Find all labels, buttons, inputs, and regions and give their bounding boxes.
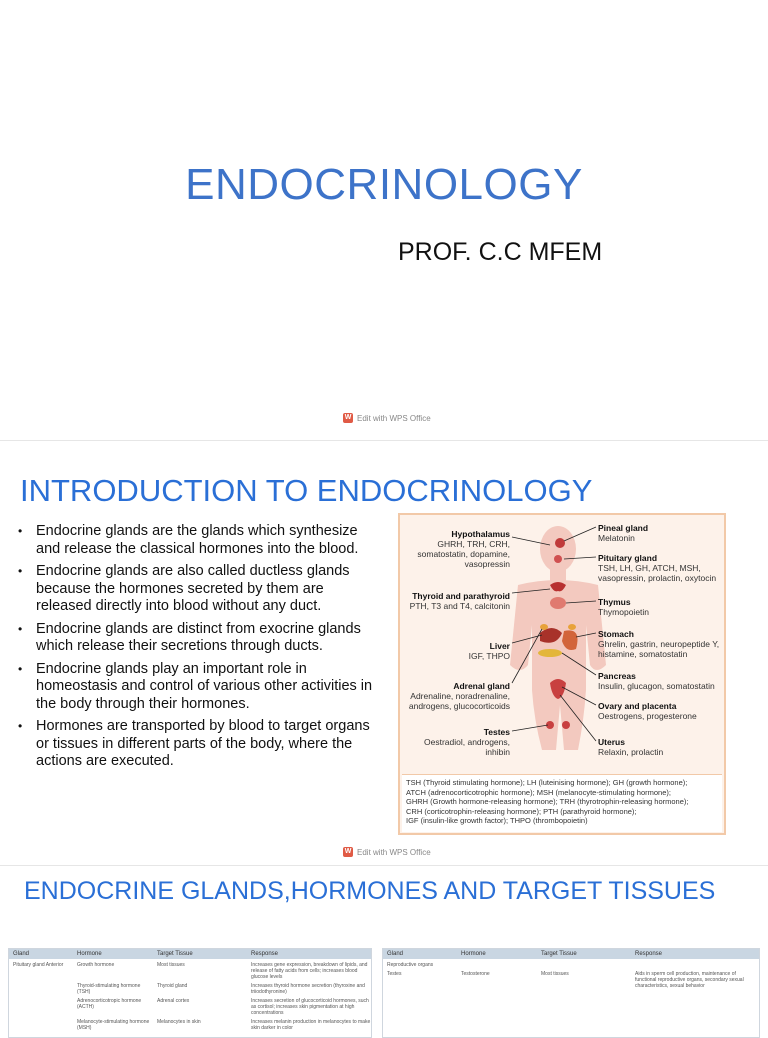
bullet-item: • Endocrine glands are the glands which synthesize and release the classical hormones into the blood.: [18, 523, 378, 558]
title-slide: [0, 0, 768, 440]
label-pancreas: Pancreas Insulin, glucagon, somatostatin: [598, 671, 715, 691]
author-name: PROF. C.C MFEM: [398, 238, 603, 266]
abbreviation-legend: [402, 774, 722, 832]
hormone-table-left: [8, 948, 372, 1038]
label-ovary: Ovary and placenta Oestrogens, progesterone: [598, 701, 697, 721]
label-hypothalamus: Hypothalamus GHRH, TRH, CRH, somatostatin, dopamine, vasopressin: [417, 529, 510, 569]
label-liver: Liver IGF, THPO: [468, 641, 510, 661]
table-header: Gland Hormone Target Tissue Response: [9, 949, 371, 959]
slide-title: ENDOCRINOLOGY: [185, 160, 583, 209]
label-thyroid: Thyroid and parathyroid PTH, T3 and T4, calcitonin: [409, 591, 510, 611]
table-row: Reproductive organs: [387, 962, 434, 968]
endocrine-glands-diagram: [398, 513, 726, 835]
legend-line: ATCH (adrenocorticotrophic hormone); MSH (melanocyte-stimulating hormone);: [406, 787, 671, 797]
introduction-slide: [0, 440, 768, 866]
label-testes: Testes Oestradiol, androgens, inhibin: [424, 727, 510, 757]
wps-watermark-text: Edit with WPS Office: [357, 413, 431, 423]
label-pineal: Pineal gland Melatonin: [598, 523, 649, 543]
table-row: Adrenocorticotropic hormone (ACTH) Adrenal cortex Increases secretion of glucocorticoid hormones, such as cortisol; increases skin pigmentation at high concentrations: [77, 998, 369, 1016]
label-thymus: Thymus Thymopoietin: [598, 597, 650, 617]
glands-hormones-slide: [0, 865, 768, 1031]
legend-line: GHRH (Growth hormone-releasing hormone); TRH (thyrotrophin-releasing hormone);: [406, 797, 689, 806]
legend-line: IGF (insulin-like growth factor); THPO (thrombopoietin): [406, 816, 588, 825]
table-row: Testes Testosterone Most tissues Aids in sperm cell production, maintenance of functional reproductive organs, secondary sexual characteristics, sexual behavior: [387, 971, 744, 989]
table-row: Melanocyte-stimulating hormone (MSH) Melanocytes in skin Increases melanin production in melanocytes to make skin darker in color: [77, 1019, 371, 1031]
table-row: Thyroid-stimulating hormone (TSH) Thyroid gland Increases thyroid hormone secretion (thyroxine and triiodothyronine): [77, 983, 365, 995]
bullet-item: • Hormones are transported by blood to target organs or tissues in different parts of the body, where the actions are executed.: [18, 718, 378, 771]
hormone-table-right: [382, 948, 760, 1038]
table-row: Pituitary gland Anterior Growth hormone Most tissues Increases gene expression, breakdown of lipids, and release of fatty acids from cells; increases blood glucose levels: [13, 962, 368, 980]
wps-logo-icon: W: [344, 414, 352, 421]
label-uterus: Uterus Relaxin, prolactin: [598, 737, 664, 757]
wps-watermark-text: Edit with WPS Office: [357, 847, 431, 857]
bullet-list: [18, 523, 378, 776]
table-header: Gland Hormone Target Tissue Response: [383, 949, 759, 959]
label-stomach: Stomach Ghrelin, gastrin, neuropeptide Y, histamine, somatostatin: [598, 629, 720, 659]
label-pituitary: Pituitary gland TSH, LH, GH, ATCH, MSH, vasopressin, prolactin, oxytocin: [598, 553, 717, 583]
bullet-item: • Endocrine glands play an important role in homeostasis and control of various other activities in the body through their hormones.: [18, 661, 378, 714]
legend-line: TSH (Thyroid stimulating hormone); LH (luteinising hormone); GH (growth hormone);: [406, 778, 688, 787]
legend-line: CRH (corticotrophin-releasing hormone); PTH (parathyroid hormone);: [406, 806, 637, 816]
wps-watermark[interactable]: [343, 847, 431, 857]
wps-logo-icon: W: [344, 848, 352, 855]
slide-heading: INTRODUCTION TO ENDOCRINOLOGY: [20, 473, 593, 508]
bullet-item: • Endocrine glands are distinct from exocrine glands which release their secretions through ducts.: [18, 621, 378, 656]
label-adrenal: Adrenal gland Adrenaline, noradrenaline, androgens, glucocorticoids: [408, 681, 510, 711]
wps-watermark[interactable]: [343, 413, 431, 423]
slide-heading: ENDOCRINE GLANDS,HORMONES AND TARGET TISSUES: [24, 877, 716, 905]
bullet-item: • Endocrine glands are also called ductless glands because the hormones secreted by them are released directly into blood without any duct.: [18, 563, 378, 616]
